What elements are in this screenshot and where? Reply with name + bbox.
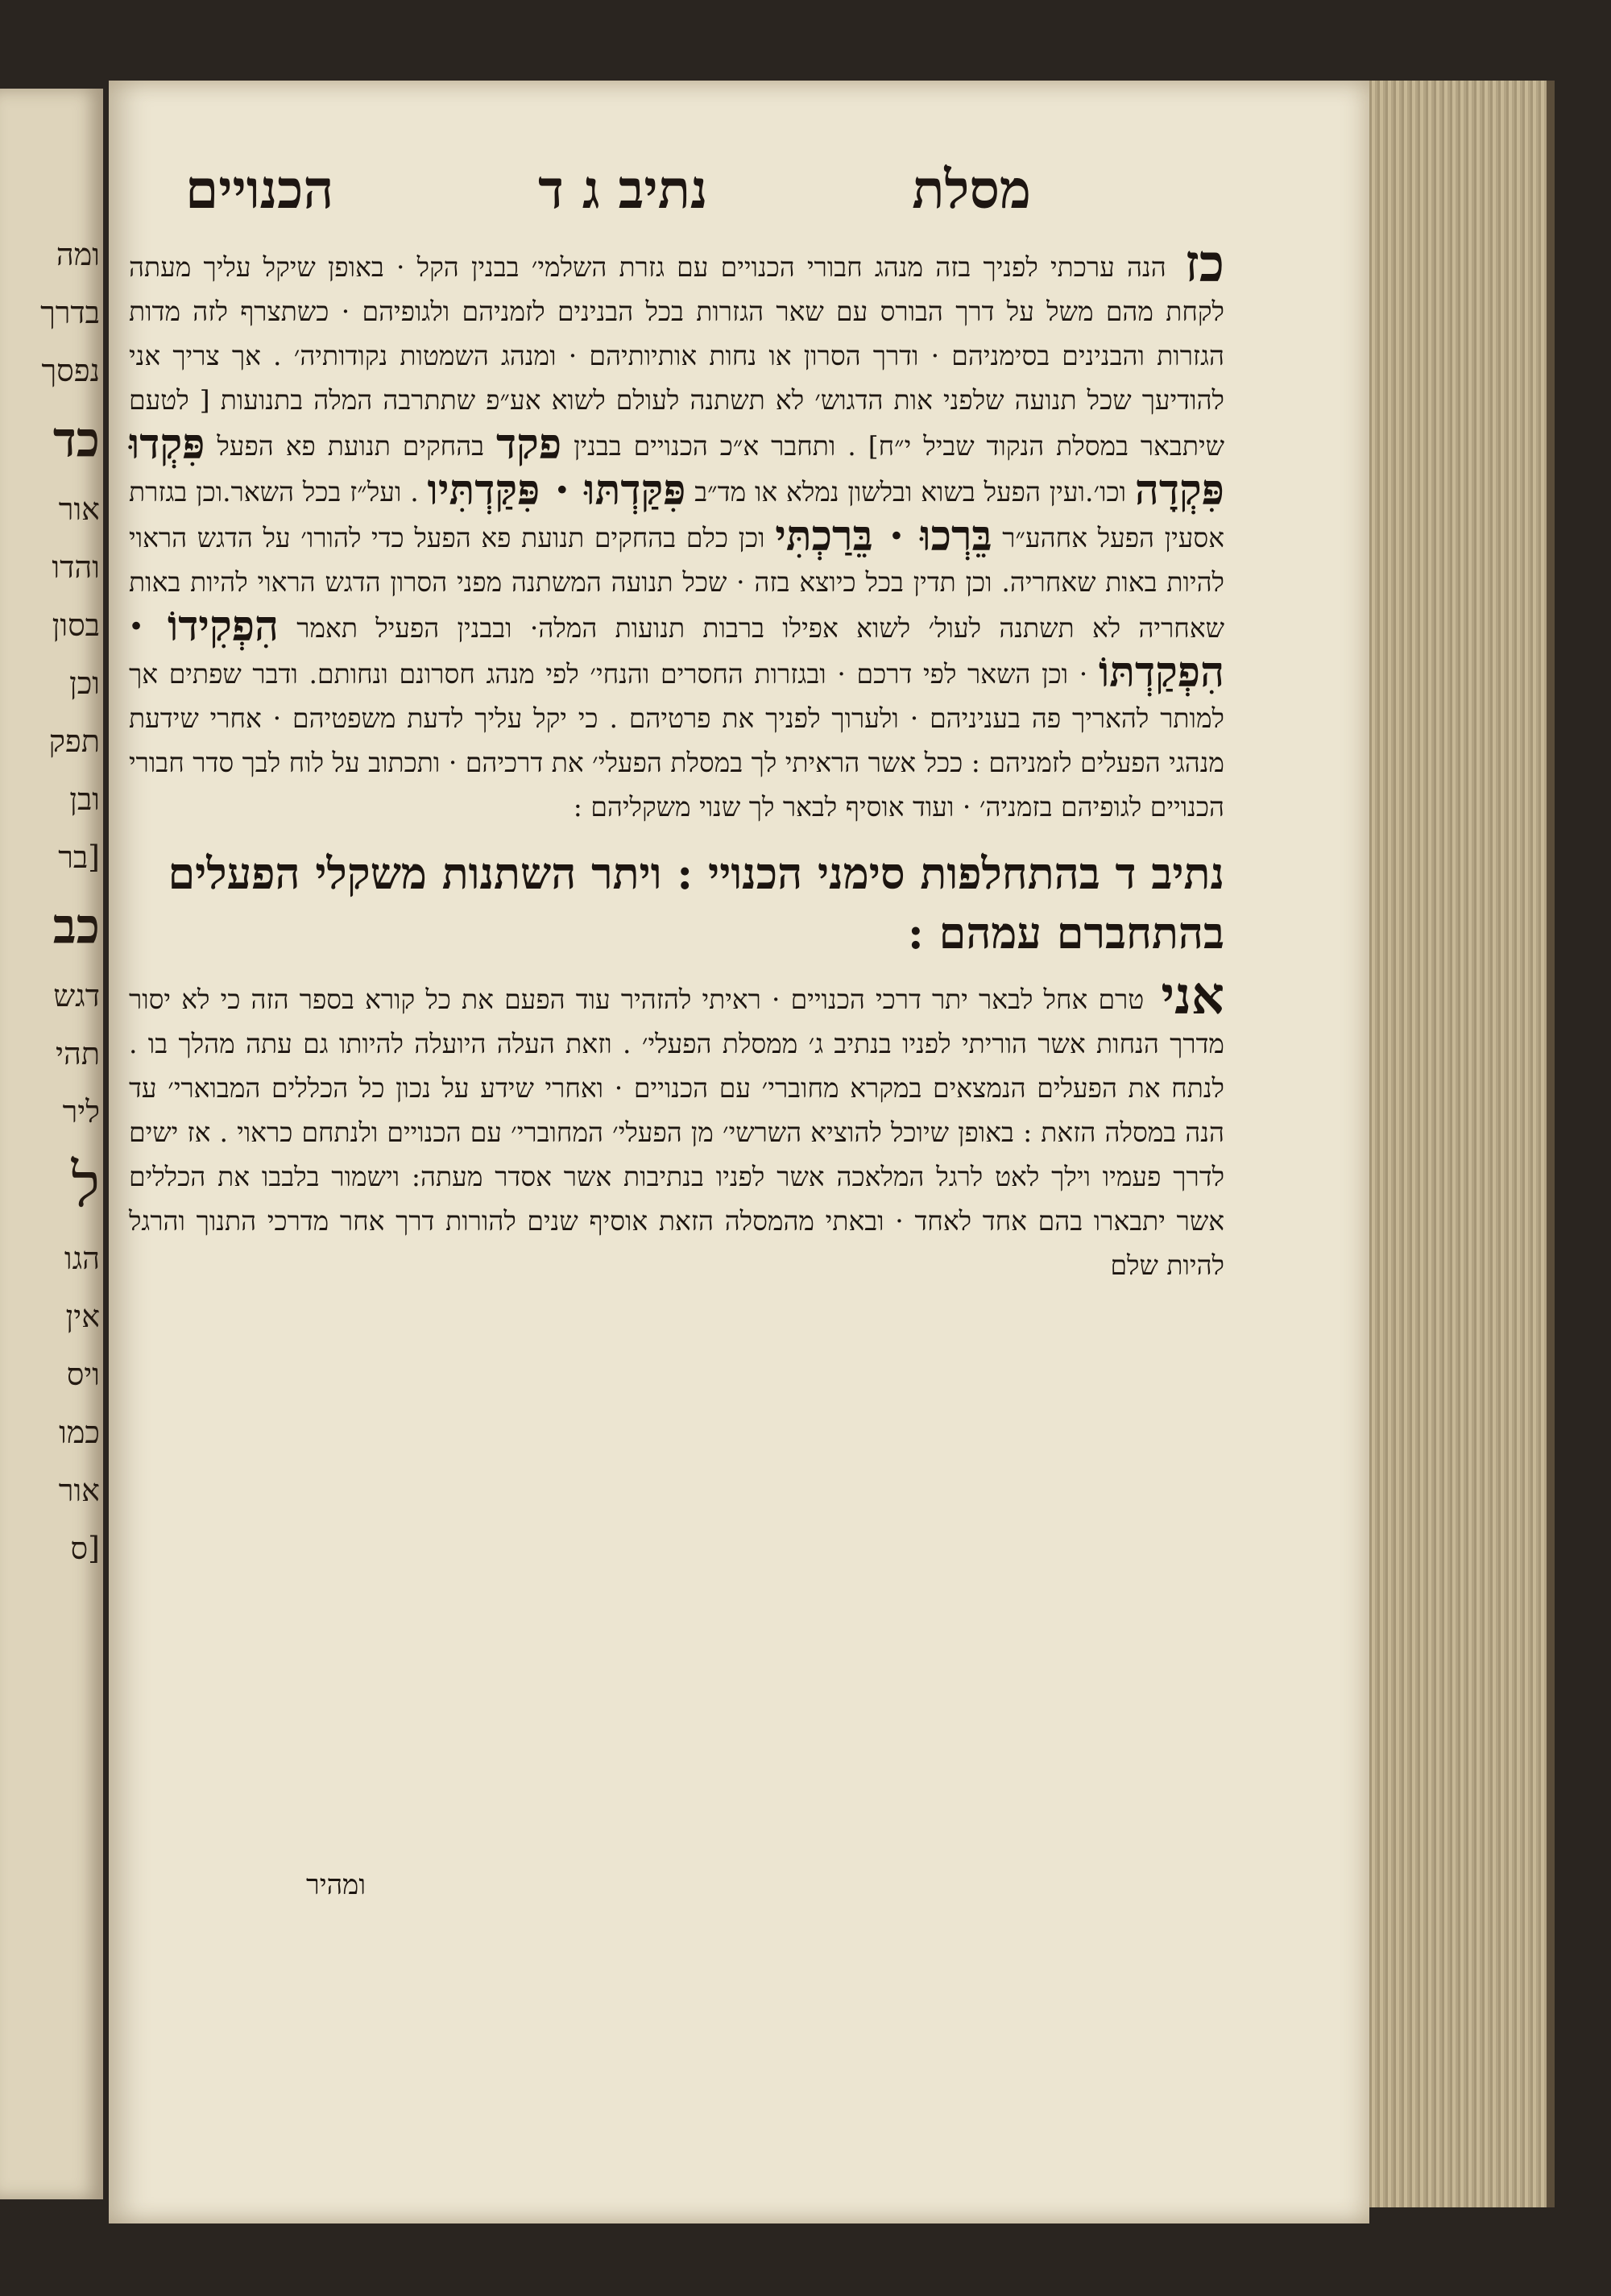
left-fragment: אור (58, 1473, 100, 1508)
page-body (129, 234, 1225, 1287)
left-fragment: ויס (66, 1357, 100, 1392)
left-fragment: [ס (70, 1531, 100, 1566)
section-heading: נתיב ד בהתחלפות סימני הכנויי : ויתר השתנות משקלי הפעלים בהתחברם עמהם : (168, 848, 1224, 959)
emphasized-word: הִפְקִידוֹ · הִפְקַדְתּוֹ (129, 602, 1224, 697)
paragraph-text: וכן כלם בהחקים תנועת פא הפעל כדי להורו׳ על הדגש הראוי להיות באות שאחריה. וכן תדין בכל כיוצא בזה · שכל תנועה המשתנה מפני הסרון הדגש הראוי להיות באות שאחריה לא תשתנה לעול׳ לשוא אפילו ברבות תנועות המלה· ובבנין הפעיל תאמר (129, 522, 1224, 644)
left-fragment: כמו (59, 1415, 100, 1450)
left-page (0, 89, 103, 2199)
left-fragment: ומה (56, 237, 100, 272)
left-fragment: תהי (56, 1036, 100, 1071)
running-header (185, 153, 1031, 226)
header-center: נתיב ג ד (538, 157, 708, 221)
initial-word: אני (1161, 966, 1225, 1026)
paragraph-text: טרם אחל לבאר יתר דרכי הכנויים · ראיתי להזהיר עוד הפעם את כל קורא בספר הזה כי לא יסור מדרך הנחות אשר הוריתי לפניו בנתיב ג׳ ממסלת הפעלי׳ . וזאת העלה היועלה להיותו גם עתה מהלך בו . לנתח את הפעלים הנמצאים במקרא מחוברי׳ עם הכנויים · ואחרי שידע על נכון כל הכללים המבוארי׳ עד הנה במסלה הזאת : באופן שיוכל להוציא השרשי׳ מן הפעלי׳ המחוברי׳ עם הכנויים ולנתחם כראוי . אז ישים לדרך פעמיו וילך לאט לרגל המלאכה אשר לפניו בנתיבות אשר אסדר מעתה: וישמור בלבבו את הכללים אשר יתבארו בהם אחד לאחד · ובאתי מהמסלה הזאת אוסיף שנים להורות דרך אחר מדרכי התנוך והרגל להיות שלם (129, 984, 1224, 1281)
emphasized-word: פִּקַּדְתּוּ · פִּקַּדְתִּיו (427, 466, 686, 515)
emphasized-word: פִּקְדוּ פִּקְדָה (129, 420, 1224, 515)
paragraph-text: הנה ערכתי לפניך בזה מנהג חבורי הכנויים עם גזרת השלמי׳ בבנין הקל · באופן שיקל עליך מעתה לקחת מהם משל על דרך הבורס עם שאר הגזרות בכל הבנינים לזמניהם ולגופיהם · כשתצרף לזה מדות הגזרות והבנינים בסימניהם · ודרך הסרון או נחות אותיותיהם · ומנהג השמטות נקודותיה׳ . אך צריך אני להודיעך שכל תנועה שלפני אות הדגוש׳ לא תשתנה לעולם לשוא אע״פ שתתרבה המלה בתנועות [ לטעם שיתבאר במסלת הנקוד שביל י״ח] . ותחבר א״כ הכנויים בבנין (129, 251, 1224, 462)
left-fragment: והדו (52, 549, 100, 585)
left-fragment: נפסך (41, 353, 100, 388)
paragraph-2 (129, 966, 1225, 1287)
paragraph-text: וכו׳.ועין הפעל בשוא ובלשון נמלא או מד״ב (694, 476, 1127, 508)
paragraph-text: . ועל״ז בכל השאר.וכן בגזרת אסעין הפעל אחהע״ר (129, 476, 1224, 553)
left-fragment: ליר (62, 1094, 100, 1129)
catchword: ומהיר (306, 1869, 367, 1901)
left-fragment: דגש (53, 978, 100, 1013)
left-fragment: בדרך (40, 295, 100, 330)
emphasized-word: פקד (496, 420, 562, 469)
left-fragment: תפק (48, 723, 100, 759)
paragraph-text: בהחקים תנועת פא הפעל (217, 430, 485, 462)
left-fragment: ובן (69, 781, 100, 817)
paragraph-text: · וכן השאר לפי דרכם · ובגזרות החסרים והנחי׳ לפי מנהג חסרונם ונחותם. ודבר שפתים אך למותר להאריך פה בעניניהם · ולערוך לפניך את פרטיהם . כי יקל עליך לדעת משפטיהם · אחרי שידעת מנהגי הפעלים לזמניהם : ככל אשר הראיתי לך במסלת הפעלי׳ את דרכיהם · ותכתוב על לוח לבך סדר חבורי הכנויים לגופיהם בזמניה׳ · ועוד אוסיף לבאר לך שנוי משקליהם : (129, 658, 1224, 823)
left-page-text-fragments (3, 226, 100, 1577)
paragraph-1 (129, 234, 1224, 829)
left-fragment: כב (52, 898, 100, 955)
left-fragment: אור (58, 491, 100, 527)
left-fragment: [בר (58, 839, 100, 875)
initial-word: כז (1184, 234, 1224, 294)
header-right: מסלת (912, 157, 1031, 221)
left-fragment: אין (65, 1299, 100, 1334)
left-fragment: כד (52, 412, 100, 468)
emphasized-word: בֵּרְכוּ · בֵּרַכְתִּי (775, 512, 992, 561)
left-fragment: וכן (69, 665, 100, 701)
header-left: הכנויים (185, 157, 334, 221)
left-fragment: ל (71, 1149, 100, 1221)
page-edges (1369, 81, 1555, 2207)
left-fragment: הגו (64, 1241, 100, 1276)
left-fragment: בסון (52, 607, 100, 643)
